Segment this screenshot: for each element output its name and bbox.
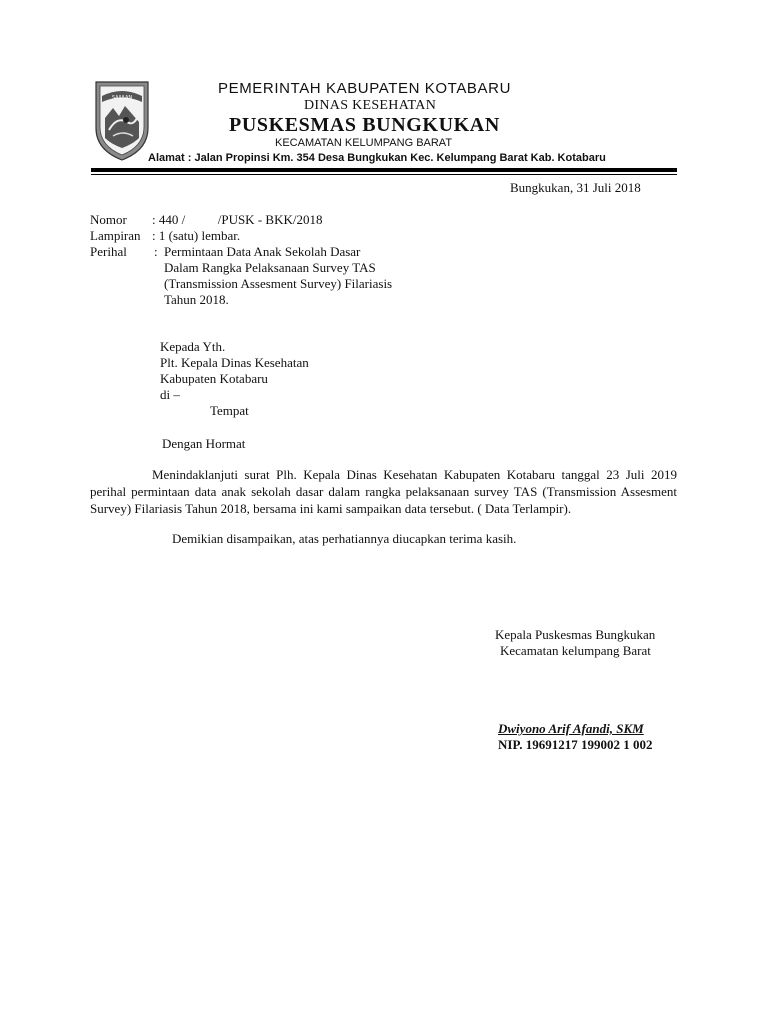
letterhead-gov: PEMERINTAH KABUPATEN KOTABARU xyxy=(218,80,511,97)
body-paragraph: Menindaklanjuti surat Plh. Kepala Dinas Kesehatan Kabupaten Kotabaru tanggal 23 Juli 2019 perihal permintaan data anak sekolah dasar dalam rangka pelaksanaan survey TAS (Transmission Assesment Survey) Filariasis Tahun 2018, bersama ini kami sampaikan data tersebut. ( Data Terlampir). xyxy=(90,467,677,516)
nomor-label: Nomor xyxy=(90,212,127,227)
recipient-line: di – xyxy=(160,387,180,402)
recipient-line: Plt. Kepala Dinas Kesehatan xyxy=(160,355,309,370)
signature-subtitle: Kecamatan kelumpang Barat xyxy=(500,643,651,658)
perihal-line: Dalam Rangka Pelaksanaan Survey TAS xyxy=(164,260,376,275)
letterhead-org: PUSKESMAS BUNGKUKAN xyxy=(229,114,500,136)
lampiran-label: Lampiran xyxy=(90,228,141,243)
puskesmas-logo xyxy=(93,78,151,162)
nomor-value: : 440 / /PUSK - BKK/2018 xyxy=(152,212,323,227)
signature-title: Kepala Puskesmas Bungkukan xyxy=(495,627,656,642)
perihal-line: Permintaan Data Anak Sekolah Dasar xyxy=(164,244,361,259)
letterhead-dept: DINAS KESEHATAN xyxy=(304,98,437,113)
perihal-colon: : xyxy=(154,244,158,259)
letterhead-district: KECAMATAN KELUMPANG BARAT xyxy=(275,137,453,149)
signatory-nip: NIP. 19691217 199002 1 002 xyxy=(498,737,653,752)
recipient-place: Tempat xyxy=(210,403,249,418)
letterhead-address: Alamat : Jalan Propinsi Km. 354 Desa Bungkukan Kec. Kelumpang Barat Kab. Kotabaru xyxy=(148,152,606,164)
letterhead-rule-thin xyxy=(91,174,677,175)
letterhead-rule xyxy=(91,168,677,172)
letter-date: Bungkukan, 31 Juli 2018 xyxy=(510,180,641,195)
perihal-label: Perihal xyxy=(90,244,127,259)
signatory-name: Dwiyono Arif Afandi, SKM xyxy=(498,721,644,736)
perihal-line: (Transmission Assesment Survey) Filariasis xyxy=(164,276,393,291)
recipient-line: Kepada Yth. xyxy=(160,339,226,354)
greeting: Dengan Hormat xyxy=(162,436,246,451)
perihal-line: Tahun 2018. xyxy=(164,292,229,307)
logo-banner-text: SAIJAAN xyxy=(111,95,133,101)
lampiran-value: : 1 (satu) lembar. xyxy=(152,228,241,243)
closing-sentence: Demikian disampaikan, atas perhatiannya diucapkan terima kasih. xyxy=(172,531,517,546)
recipient-line: Kabupaten Kotabaru xyxy=(160,371,268,386)
